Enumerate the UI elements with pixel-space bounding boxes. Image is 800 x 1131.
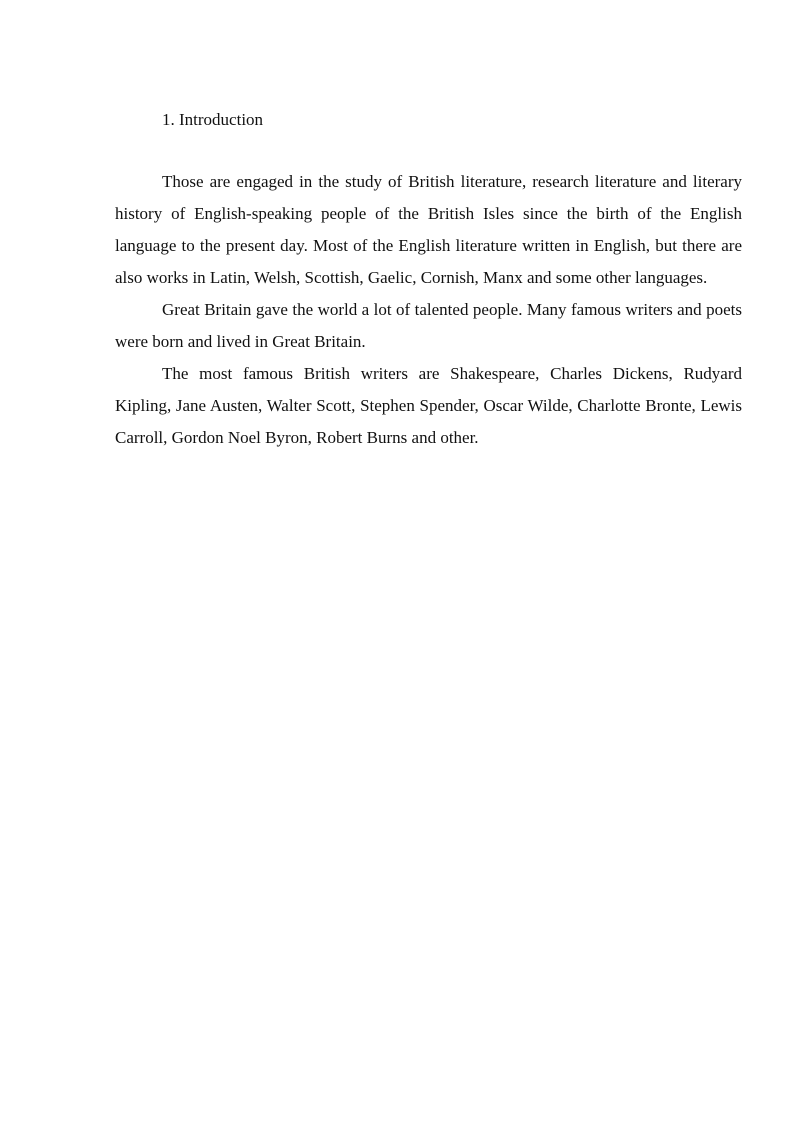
paragraph-famous-writers: The most famous British writers are Shakespeare, Charles Dickens, Rudyard Kipling, Jane Austen, Walter Scott, Stephen Spender, Oscar Wilde, Charlotte Bronte, Lewis Carroll, Gordon Noel Byron, Robert Burns and other. (115, 364, 742, 447)
paragraph-intro: Those are engaged in the study of British literature, research literature and literary history of English-speaking people of the British Isles since the birth of the English language to the present day. Most of the English literature written in English, but there are also works in Latin, Welsh, Scottish, Gaelic, Cornish, Manx and some other languages. (115, 172, 742, 287)
paragraph-talented-people: Great Britain gave the world a lot of talented people. Many famous writers and poets were born and lived in Great Britain. (115, 300, 742, 351)
heading-spacer (115, 134, 742, 166)
section-heading: 1. Introduction (162, 110, 264, 129)
document-body (115, 106, 742, 454)
